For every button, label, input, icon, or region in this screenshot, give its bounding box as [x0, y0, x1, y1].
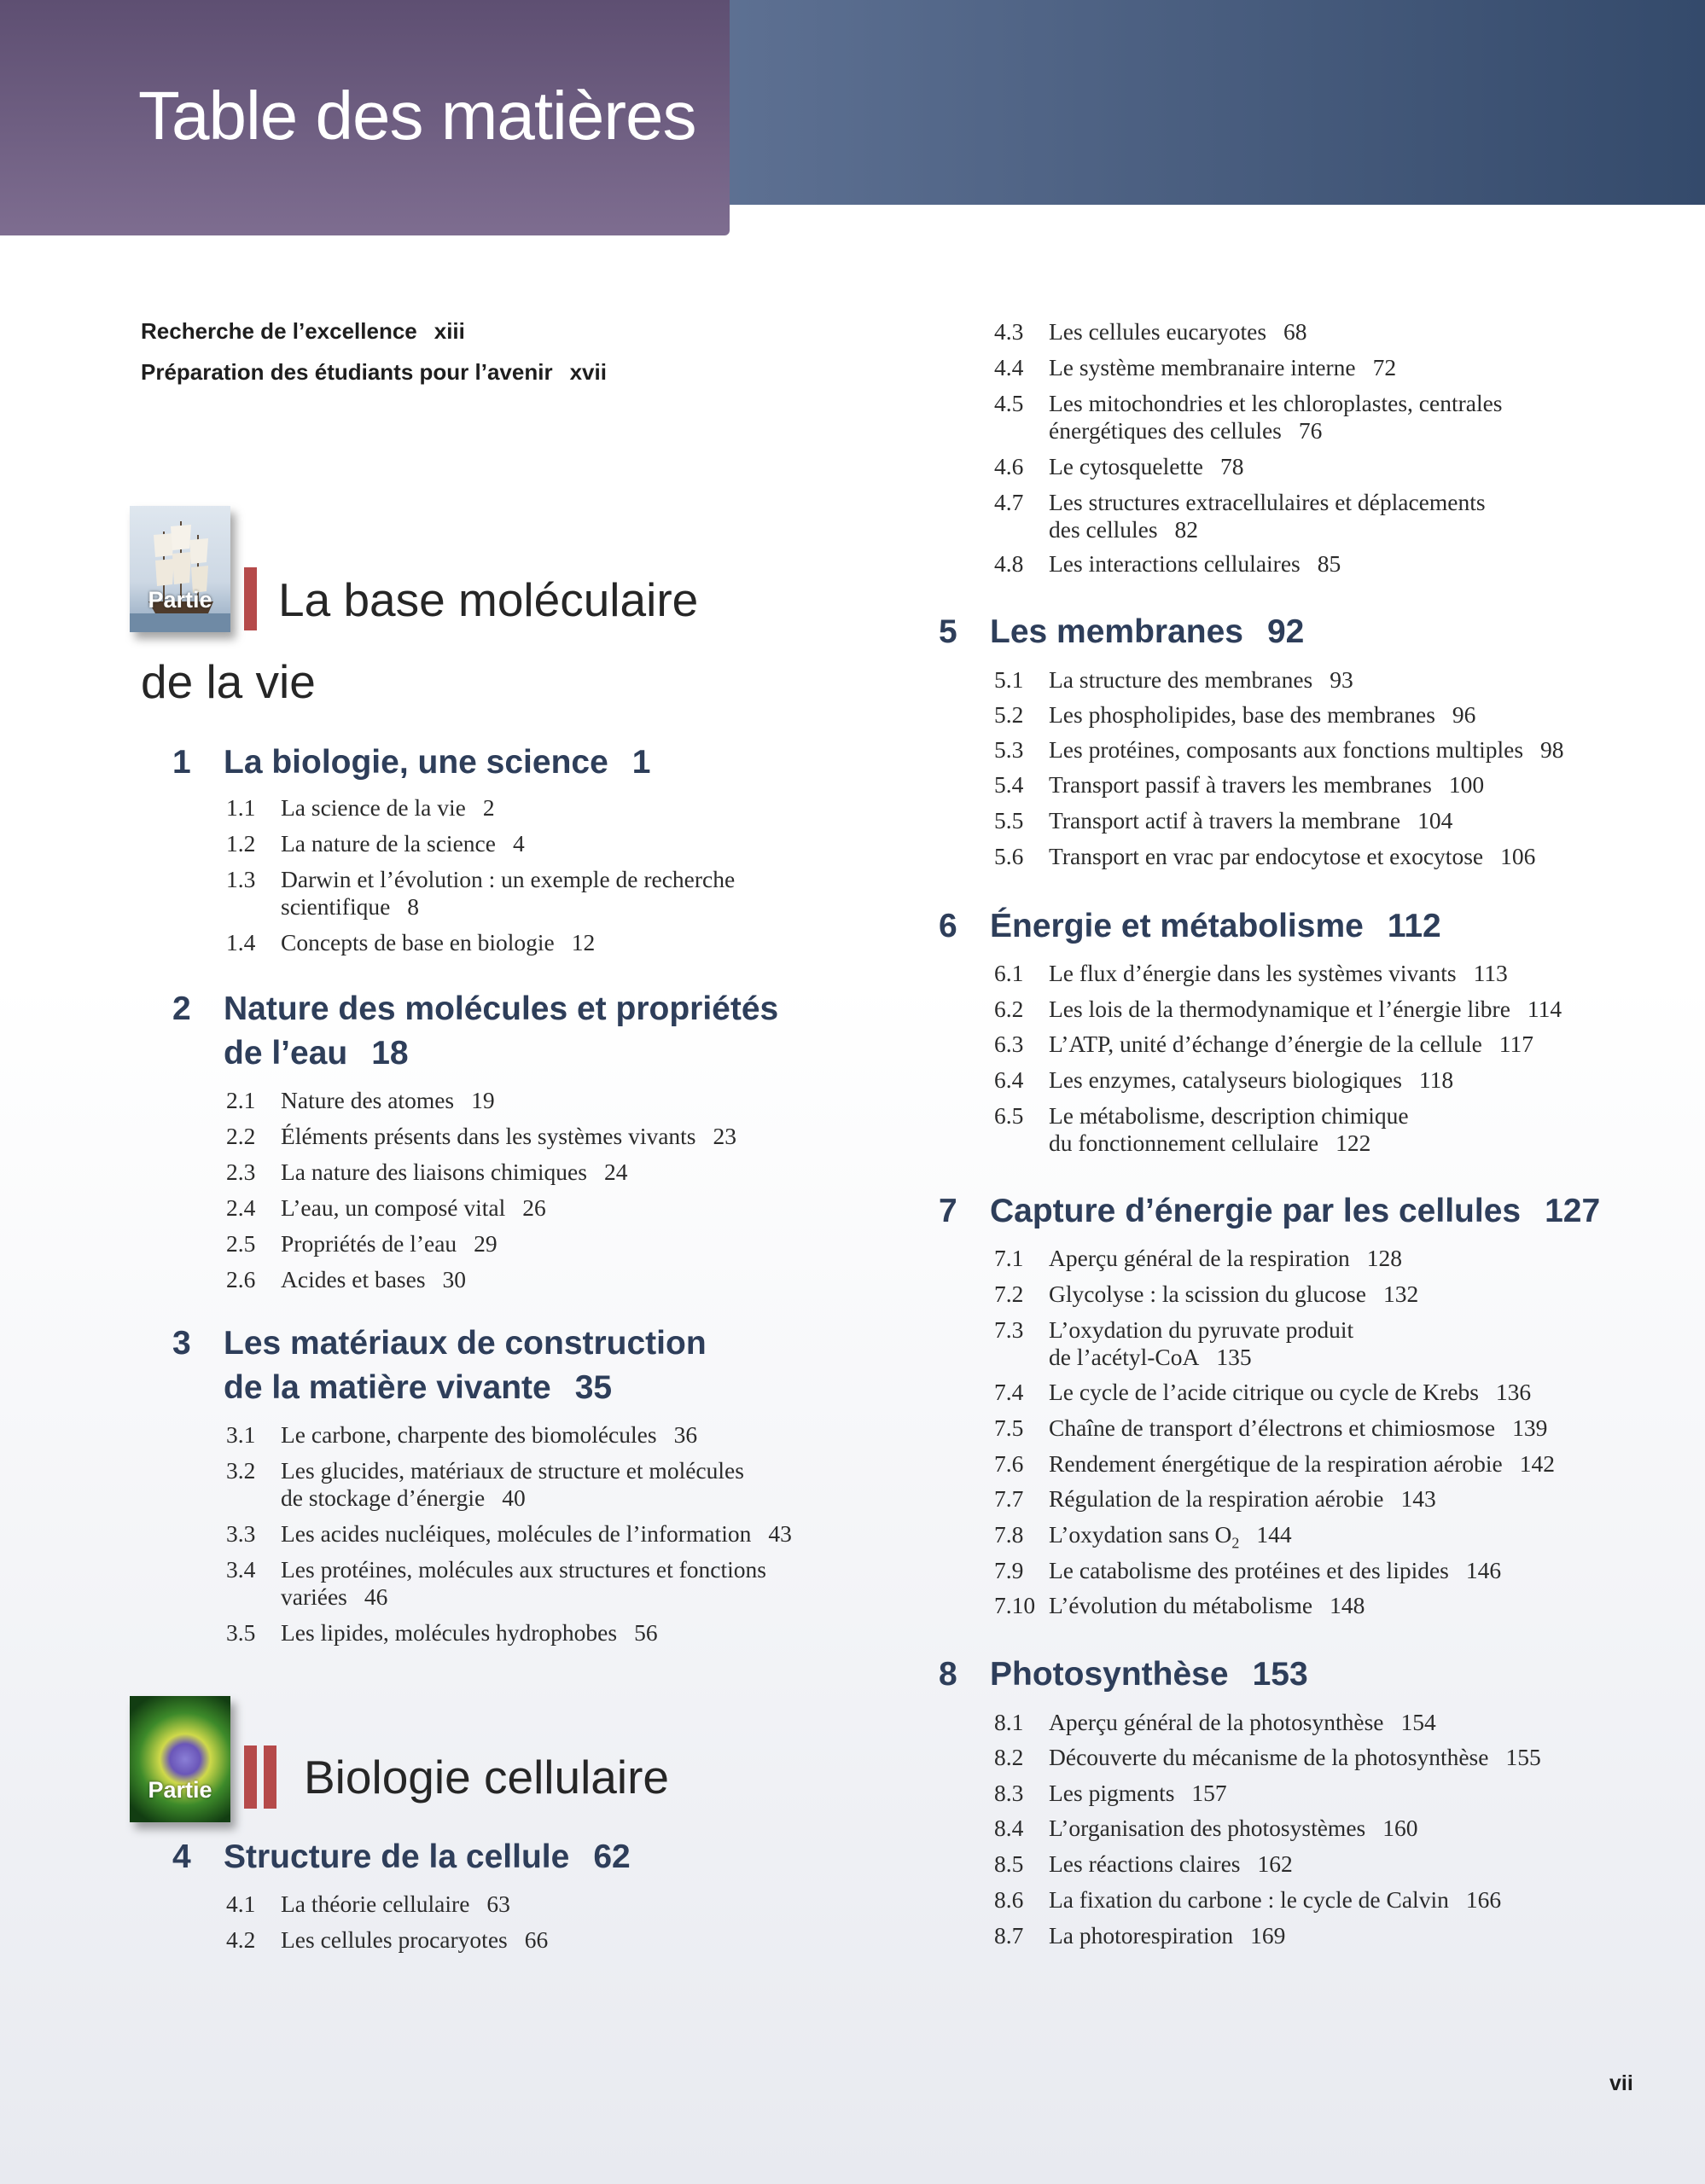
section-number: 7.10	[994, 1592, 1036, 1618]
section-entry[interactable]	[994, 1102, 1409, 1157]
section-number: 4.3	[994, 318, 1024, 345]
chapter-5-heading[interactable]	[939, 610, 1305, 654]
front-entry-page: xiii	[434, 318, 465, 344]
section-title: Transport en vrac par endocytose et exocytose	[1049, 843, 1484, 869]
section-number: 3.4	[226, 1556, 256, 1583]
section-title: Les pigments	[1049, 1780, 1175, 1806]
section-page: 12	[571, 929, 596, 956]
chapter-6-heading[interactable]	[939, 904, 1441, 949]
section-title-cont: variées	[281, 1583, 347, 1610]
section-number: 3.5	[226, 1619, 256, 1646]
part-1-title-line1: La base moléculaire	[278, 573, 699, 626]
part-2-roman-numeral	[244, 1745, 276, 1809]
section-page: 154	[1400, 1709, 1436, 1735]
section-page: 19	[471, 1087, 495, 1113]
section-title: L’oxydation sans O	[1049, 1521, 1232, 1548]
chapter-title: Les matériaux de construction	[224, 1325, 707, 1362]
section-title: La structure des membranes	[1049, 666, 1313, 693]
chapter-number: 8	[939, 1656, 957, 1693]
section-title: L’ATP, unité d’échange d’énergie de la cellule	[1049, 1031, 1482, 1057]
section-title: L’oxydation du pyruvate produit	[1049, 1316, 1354, 1343]
chapter-number: 1	[172, 744, 191, 781]
section-number: 1.4	[226, 929, 256, 956]
section-title: Concepts de base en biologie	[281, 929, 555, 956]
section-title: Les structures extracellulaires et déplacements	[1049, 489, 1486, 515]
section-page: 104	[1417, 807, 1453, 834]
chapter-number: 3	[172, 1325, 191, 1362]
chapter-page: 153	[1252, 1656, 1308, 1693]
section-title: Aperçu général de la respiration	[1049, 1245, 1350, 1271]
section-page: 135	[1216, 1344, 1252, 1370]
section-number: 6.5	[994, 1102, 1024, 1129]
section-entry[interactable]	[994, 1557, 1502, 1584]
part-1-badge: Partie	[148, 587, 212, 613]
section-title-cont: de stockage d’énergie	[281, 1484, 486, 1511]
section-title: Les glucides, matériaux de structure et molécules	[281, 1457, 744, 1484]
section-title: Les cellules procaryotes	[281, 1926, 508, 1953]
section-entry[interactable]	[994, 1316, 1354, 1371]
section-entry[interactable]	[994, 1592, 1365, 1619]
section-page: 40	[502, 1484, 526, 1511]
section-number: 2.2	[226, 1123, 256, 1149]
section-number: 8.3	[994, 1780, 1024, 1806]
section-number: 4.5	[994, 390, 1024, 416]
section-title: Chaîne de transport d’électrons et chimiosmose	[1049, 1414, 1496, 1441]
section-title-cont: scientifique	[281, 893, 391, 920]
section-entry[interactable]	[994, 1815, 1418, 1842]
section-title: L’eau, un composé vital	[281, 1194, 506, 1221]
section-title: La nature des liaisons chimiques	[281, 1159, 587, 1185]
section-page: 132	[1382, 1281, 1419, 1307]
section-title: L’évolution du métabolisme	[1049, 1592, 1313, 1618]
section-page: 68	[1283, 318, 1307, 345]
section-title: La science de la vie	[281, 794, 466, 821]
section-entry[interactable]	[994, 666, 1353, 694]
section-entry[interactable]	[226, 1159, 628, 1186]
section-title: Acides et bases	[281, 1266, 426, 1292]
front-entry-preparation[interactable]	[141, 359, 607, 386]
section-number: 8.7	[994, 1922, 1024, 1949]
section-number: 6.3	[994, 1031, 1024, 1057]
section-page: 63	[486, 1891, 510, 1917]
section-number: 2.6	[226, 1266, 256, 1292]
section-title: L’organisation des photosystèmes	[1049, 1815, 1366, 1841]
section-page: 106	[1500, 843, 1536, 869]
section-page: 43	[768, 1520, 792, 1547]
part-1-roman-numeral	[244, 567, 257, 630]
section-entry[interactable]	[226, 1421, 698, 1449]
chapter-number: 2	[172, 990, 191, 1027]
section-number: 4.4	[994, 354, 1024, 380]
section-title: Les mitochondries et les chloroplastes, centrales	[1049, 390, 1503, 416]
section-number: 7.2	[994, 1281, 1024, 1307]
part-2-badge: Partie	[148, 1777, 212, 1803]
section-title: Le système membranaire interne	[1049, 354, 1356, 380]
section-title: Les interactions cellulaires	[1049, 550, 1301, 577]
section-page: 166	[1465, 1886, 1502, 1913]
section-title: Les protéines, composants aux fonctions multiples	[1049, 736, 1524, 763]
chapter-page: 62	[593, 1838, 631, 1875]
part-1-thumbnail	[130, 506, 230, 632]
section-number: 3.1	[226, 1421, 256, 1448]
section-number: 7.5	[994, 1414, 1024, 1441]
chapter-title: La biologie, une science	[224, 744, 608, 781]
section-title: Les enzymes, catalyseurs biologiques	[1049, 1066, 1402, 1093]
section-page: 128	[1366, 1245, 1402, 1271]
section-entry[interactable]	[994, 1281, 1419, 1308]
section-number: 4.8	[994, 550, 1024, 577]
section-title-cont: des cellules	[1049, 516, 1158, 543]
part-1-title-line2: de la vie	[141, 655, 316, 708]
front-entry-label: Recherche de l’excellence	[141, 318, 417, 344]
section-number: 4.1	[226, 1891, 256, 1917]
section-title: Éléments présents dans les systèmes vivants	[281, 1123, 696, 1149]
chapter-number: 6	[939, 908, 957, 944]
section-page: 157	[1191, 1780, 1227, 1806]
section-page: 23	[713, 1123, 737, 1149]
section-page: 24	[603, 1159, 628, 1185]
section-entry[interactable]	[226, 1619, 658, 1647]
section-title: Nature des atomes	[281, 1087, 455, 1113]
section-page: 144	[1256, 1521, 1292, 1548]
front-entry-page: xvii	[569, 359, 607, 385]
section-title: Glycolyse : la scission du glucose	[1049, 1281, 1366, 1307]
section-title: Les réactions claires	[1049, 1850, 1241, 1877]
section-number: 8.2	[994, 1744, 1024, 1770]
section-page: 162	[1257, 1850, 1293, 1877]
section-page: 66	[524, 1926, 549, 1953]
section-number: 8.6	[994, 1886, 1024, 1913]
section-title: Les cellules eucaryotes	[1049, 318, 1267, 345]
section-page: 100	[1448, 771, 1485, 798]
section-title: La nature de la science	[281, 830, 496, 857]
section-title-cont: de l’acétyl-CoA	[1049, 1344, 1200, 1370]
section-title: Aperçu général de la photosynthèse	[1049, 1709, 1384, 1735]
section-entry[interactable]	[994, 1450, 1555, 1478]
section-page: 56	[634, 1619, 658, 1646]
section-number: 4.6	[994, 453, 1024, 479]
section-entry[interactable]	[994, 960, 1508, 987]
section-title: Régulation de la respiration aérobie	[1049, 1485, 1384, 1512]
section-number: 6.4	[994, 1066, 1024, 1093]
section-page: 146	[1465, 1557, 1502, 1583]
chapter-3-heading[interactable]	[172, 1321, 707, 1410]
section-page: 93	[1330, 666, 1353, 693]
section-page: 136	[1495, 1379, 1532, 1405]
section-number: 5.6	[994, 843, 1024, 869]
section-entry[interactable]	[226, 866, 736, 921]
section-entry[interactable]	[994, 807, 1453, 834]
chapter-4-heading[interactable]	[172, 1835, 631, 1879]
chapter-number: 7	[939, 1193, 957, 1229]
section-entry[interactable]	[994, 1922, 1286, 1949]
section-page: 72	[1372, 354, 1397, 380]
section-number: 6.1	[994, 960, 1024, 986]
section-title-cont: du fonctionnement cellulaire	[1049, 1130, 1319, 1156]
section-title: Les acides nucléiques, molécules de l’information	[281, 1520, 752, 1547]
section-entry[interactable]	[226, 1123, 737, 1150]
section-title: Transport actif à travers la membrane	[1049, 807, 1401, 834]
section-title: Les lipides, molécules hydrophobes	[281, 1619, 618, 1646]
section-entry[interactable]	[226, 1087, 495, 1114]
chapter-title: Structure de la cellule	[224, 1838, 570, 1875]
section-title: Rendement énergétique de la respiration aérobie	[1049, 1450, 1503, 1477]
section-subscript: 2	[1231, 1534, 1240, 1552]
section-page: 139	[1512, 1414, 1548, 1441]
chapter-title: Photosynthèse	[990, 1656, 1229, 1693]
section-page: 8	[407, 893, 420, 920]
section-entry[interactable]	[226, 1266, 467, 1293]
section-entry[interactable]	[994, 996, 1562, 1023]
chapter-page: 35	[574, 1369, 613, 1406]
chapter-8-heading[interactable]	[939, 1653, 1308, 1697]
section-page: 118	[1418, 1066, 1454, 1093]
section-title: Le cytosquelette	[1049, 453, 1203, 479]
section-entry[interactable]	[994, 1521, 1292, 1557]
chapter-number: 4	[172, 1838, 191, 1875]
header-title-box	[0, 0, 730, 235]
section-number: 2.5	[226, 1230, 256, 1257]
section-number: 5.3	[994, 736, 1024, 763]
section-title: Le cycle de l’acide citrique ou cycle de Krebs	[1049, 1379, 1479, 1405]
section-number: 4.7	[994, 489, 1024, 515]
section-page: 114	[1527, 996, 1562, 1022]
section-page: 82	[1174, 516, 1199, 543]
section-title: La photorespiration	[1049, 1922, 1234, 1949]
chapter-page: 127	[1545, 1193, 1601, 1229]
section-entry[interactable]	[226, 794, 495, 822]
chapter-7-heading[interactable]	[939, 1189, 1601, 1234]
section-title: La théorie cellulaire	[281, 1891, 470, 1917]
section-page: 98	[1540, 736, 1564, 763]
section-page: 96	[1452, 701, 1476, 728]
section-page: 78	[1219, 453, 1244, 479]
section-entry[interactable]	[994, 736, 1564, 764]
section-entry[interactable]	[226, 1520, 792, 1548]
chapter-title: Nature des molécules et propriétés	[224, 990, 779, 1027]
section-entry[interactable]	[994, 843, 1536, 870]
part-2-title: Biologie cellulaire	[304, 1751, 670, 1804]
section-title: Darwin et l’évolution : un exemple de recherche	[281, 866, 736, 892]
section-entry[interactable]	[994, 1850, 1293, 1878]
section-page: 26	[522, 1194, 546, 1221]
section-page: 148	[1330, 1592, 1365, 1618]
front-entry-excellence[interactable]	[141, 318, 465, 345]
section-page: 85	[1317, 550, 1341, 577]
section-number: 6.2	[994, 996, 1024, 1022]
chapter-number: 5	[939, 613, 957, 650]
section-number: 4.2	[226, 1926, 256, 1953]
section-number: 5.1	[994, 666, 1024, 693]
section-number: 3.2	[226, 1457, 256, 1484]
chapter-2-heading[interactable]	[172, 987, 779, 1076]
section-number: 2.1	[226, 1087, 256, 1113]
section-entry[interactable]	[226, 1556, 766, 1611]
section-entry[interactable]	[994, 1379, 1532, 1406]
section-entry[interactable]	[994, 390, 1503, 444]
section-entry[interactable]	[226, 830, 525, 857]
section-entry[interactable]	[994, 1031, 1534, 1058]
section-entry[interactable]	[994, 1780, 1227, 1807]
section-page: 36	[673, 1421, 698, 1448]
section-number: 2.4	[226, 1194, 256, 1221]
front-entry-label: Préparation des étudiants pour l’avenir	[141, 359, 553, 385]
section-entry[interactable]	[226, 1194, 546, 1222]
section-number: 1.3	[226, 866, 256, 892]
section-page: 113	[1473, 960, 1508, 986]
section-title: Les phospholipides, base des membranes	[1049, 701, 1435, 728]
section-page: 142	[1519, 1450, 1555, 1477]
section-title: Le métabolisme, description chimique	[1049, 1102, 1409, 1129]
chapter-title-cont: de la matière vivante	[224, 1369, 551, 1406]
section-page: 29	[474, 1230, 498, 1257]
chapter-page: 18	[371, 1035, 409, 1072]
section-page: 76	[1298, 417, 1323, 444]
section-entry[interactable]	[994, 1886, 1502, 1914]
section-page: 30	[442, 1266, 467, 1292]
section-entry[interactable]	[994, 318, 1307, 346]
section-entry[interactable]	[994, 1485, 1436, 1513]
section-title: Le catabolisme des protéines et des lipides	[1049, 1557, 1449, 1583]
chapter-title-cont: de l’eau	[224, 1035, 348, 1072]
section-title: Transport passif à travers les membranes	[1049, 771, 1432, 798]
section-number: 7.3	[994, 1316, 1024, 1343]
section-number: 8.5	[994, 1850, 1024, 1877]
section-entry[interactable]	[994, 453, 1244, 480]
section-number: 7.6	[994, 1450, 1024, 1477]
section-title: Les protéines, molécules aux structures et fonctions	[281, 1556, 766, 1583]
section-number: 7.8	[994, 1521, 1024, 1548]
section-entry[interactable]	[226, 1926, 549, 1954]
section-entry[interactable]	[994, 701, 1476, 729]
section-entry[interactable]	[994, 1744, 1541, 1771]
chapter-page: 1	[631, 744, 651, 781]
section-number: 5.2	[994, 701, 1024, 728]
section-page: 117	[1498, 1031, 1534, 1057]
section-entry[interactable]	[226, 1457, 744, 1512]
page-number: vii	[1609, 2071, 1633, 2095]
section-page: 160	[1382, 1815, 1418, 1841]
section-entry[interactable]	[994, 1414, 1548, 1442]
section-entry[interactable]	[994, 354, 1397, 381]
section-entry[interactable]	[994, 550, 1341, 578]
section-entry[interactable]	[226, 929, 596, 956]
section-entry[interactable]	[994, 1066, 1454, 1094]
section-title: Découverte du mécanisme de la photosynthèse	[1049, 1744, 1489, 1770]
chapter-page: 112	[1387, 908, 1441, 944]
section-number: 8.4	[994, 1815, 1024, 1841]
chapter-page: 92	[1266, 613, 1305, 650]
part-2-thumbnail	[130, 1696, 230, 1822]
section-number: 3.3	[226, 1520, 256, 1547]
chapter-title: Les membranes	[990, 613, 1243, 650]
section-title: Les lois de la thermodynamique et l’énergie libre	[1049, 996, 1510, 1022]
section-number: 8.1	[994, 1709, 1024, 1735]
section-entry[interactable]	[994, 489, 1486, 543]
chapter-1-heading[interactable]	[172, 741, 651, 785]
section-number: 2.3	[226, 1159, 256, 1185]
section-number: 5.5	[994, 807, 1024, 834]
section-page: 46	[364, 1583, 388, 1610]
section-page: 4	[512, 830, 525, 857]
page-title: Table des matières	[138, 78, 696, 154]
section-number: 1.1	[226, 794, 256, 821]
section-entry[interactable]	[994, 1245, 1402, 1272]
section-number: 7.9	[994, 1557, 1024, 1583]
section-page: 143	[1400, 1485, 1436, 1512]
section-page: 169	[1250, 1922, 1286, 1949]
section-title: La fixation du carbone : le cycle de Calvin	[1049, 1886, 1449, 1913]
section-page: 2	[482, 794, 495, 821]
section-page: 155	[1505, 1744, 1541, 1770]
chapter-title: Énergie et métabolisme	[990, 908, 1364, 944]
section-number: 1.2	[226, 830, 256, 857]
section-entry[interactable]	[994, 771, 1485, 799]
section-title-cont: énergétiques des cellules	[1049, 417, 1282, 444]
chapter-title: Capture d’énergie par les cellules	[990, 1193, 1522, 1229]
section-entry[interactable]	[226, 1891, 510, 1918]
section-title: Le carbone, charpente des biomolécules	[281, 1421, 657, 1448]
section-title: Le flux d’énergie dans les systèmes vivants	[1049, 960, 1457, 986]
section-entry[interactable]	[994, 1709, 1436, 1736]
section-page: 122	[1335, 1130, 1371, 1156]
section-title: Propriétés de l’eau	[281, 1230, 457, 1257]
section-number: 7.4	[994, 1379, 1024, 1405]
section-entry[interactable]	[226, 1230, 498, 1258]
section-number: 7.7	[994, 1485, 1024, 1512]
section-number: 7.1	[994, 1245, 1024, 1271]
section-number: 5.4	[994, 771, 1024, 798]
